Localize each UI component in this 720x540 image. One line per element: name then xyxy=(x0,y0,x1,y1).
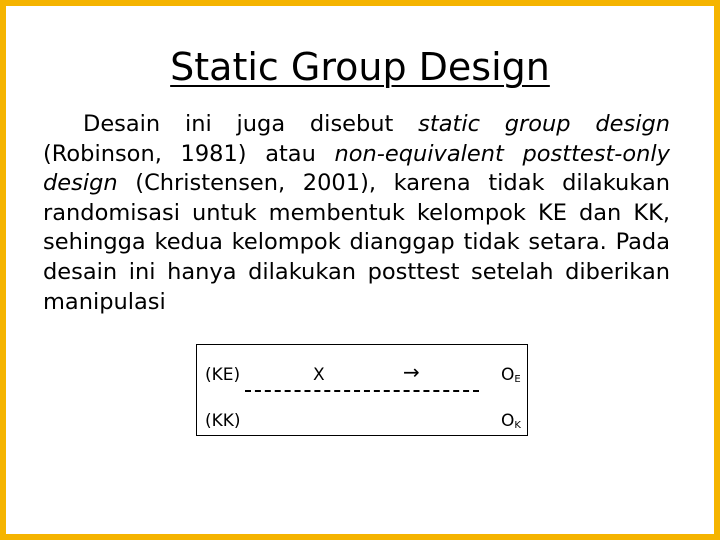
para-text-3: (Christensen, 2001), karena tidak dilakukan randomisasi untuk membentuk kelompok KE dan KK, sehingga kedua kelompok dianggap tidak setara. Pada desain ini hanya dilakukan posttest setelah diberikan manipulasi xyxy=(43,170,670,315)
body-paragraph xyxy=(43,110,670,317)
observation-ok xyxy=(501,411,521,436)
dashed-divider xyxy=(245,390,479,392)
ok-base: O xyxy=(501,411,515,431)
para-italic-1: static group design xyxy=(418,111,671,137)
ok-subscript: K xyxy=(514,420,521,431)
slide-title: Static Group Design xyxy=(170,45,550,89)
group-ke-label: (KE) xyxy=(205,365,241,385)
oe-subscript: E xyxy=(514,374,521,385)
treatment-x: X xyxy=(313,365,325,385)
observation-oe xyxy=(501,365,521,390)
group-kk-label: (KK) xyxy=(205,411,241,431)
design-diagram xyxy=(196,344,528,436)
arrow-icon: → xyxy=(403,360,420,384)
oe-base: O xyxy=(501,365,515,385)
para-text-1: Desain ini juga disebut xyxy=(83,111,419,137)
para-italic-2: non-equivalent posttest-only design xyxy=(43,140,670,197)
para-text-2: (Robinson, 1981) atau xyxy=(43,140,335,167)
